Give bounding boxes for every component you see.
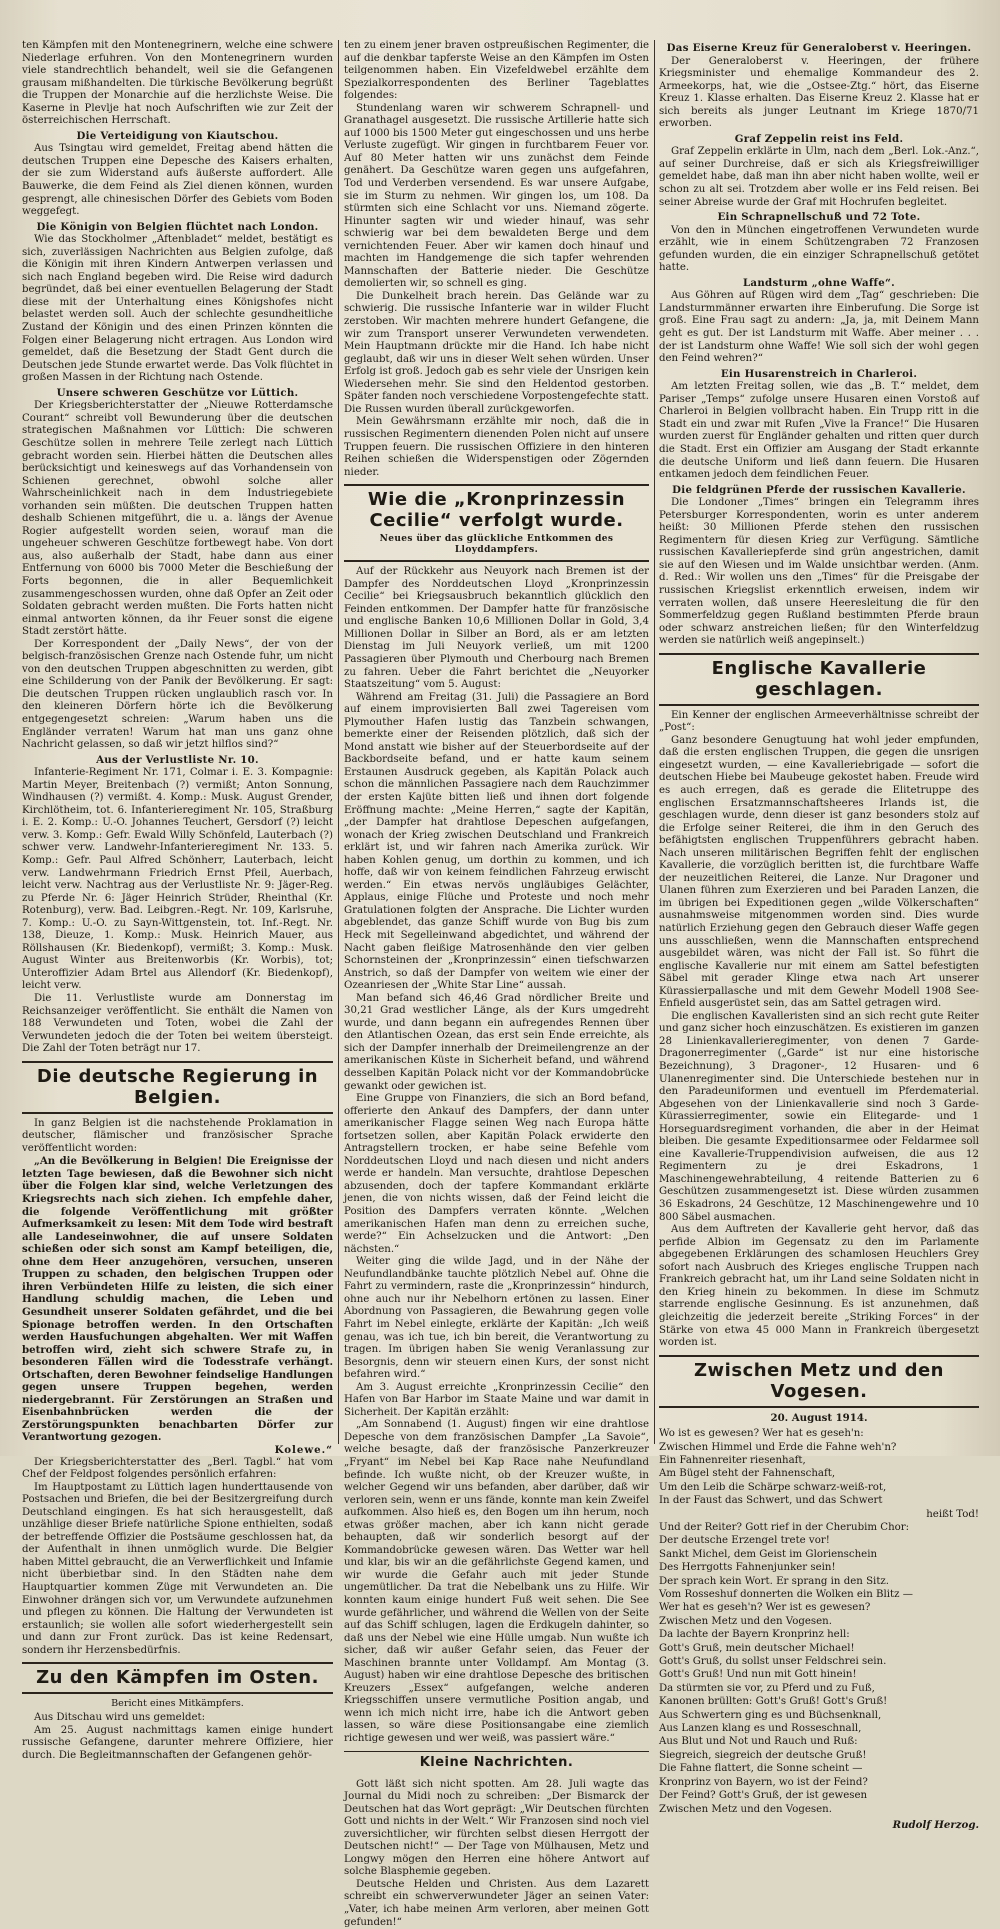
- paragraph: Man befand sich 46,46 Grad nördlicher Breite und 30,21 Grad westlicher Länge, als der Kurs umgedreht wurde, und dann begann ein aufregendes Rennen über den Atlantischen Ozean, das erst sein Ende erreichte, als sich der Dampfer innerhalb der Dreimeilengrenze an der amerikanischen Küste in Sicherheit befand, und während desselben Kapitän Polack nicht vor der Kommandobrücke gewankt oder gewichen ist.: [344, 992, 649, 1092]
- poem-line: Gott's Gruß! Und nun mit Gott hinein!: [659, 1669, 857, 1681]
- paragraph: Aus Tsingtau wird gemeldet, Freitag abend hätten die deutschen Truppen eine Depesche des Kaisers erhalten, der sie zum Widerstand aufs äußerste auffordert. Alle Bauwerke, die dem Feind als Ziel dienen können, wurden gesprengt, alle chinesischen Dörfer des Gebiets vom Boden weggefegt.: [22, 143, 333, 218]
- paragraph: Die Londoner „Times“ bringen ein Telegramm ihres Petersburger Korrespondenten, worin es unter anderem heißt: 30 Millionen Pferde stehen den russischen Regimentern für diesen Krieg zur Verfügung. Sämtliche russischen Kavalleriepferde sind grün angestrichen, damit sie auf den Wiesen und im Walde unsichtbar werden. (Anm. d. Red.: Wir wollen uns den „Times“ für die Preisgabe der russischen Kriegslist erkenntlich erweisen, indem wir verraten wollen, daß unsere Heeresleitung die für den Sommerfeldzug gegen Rußland bestimmten Pferde braun oder schwarz anstreichen ließen; für den Winterfeldzug werden sie natürlich weiß angepinselt.): [659, 497, 979, 647]
- paragraph: ten Kämpfen mit den Montenegrinern, welche eine schwere Niederlage erfuhren. Von den Montenegrinern wurden viele standrechtlich behandelt, weil sie die Gefangenen grausam mißhandelten. Die türkische Bevölkerung begrüßt die Truppen der Monarchie auf die herzlichste Weise. Die Kaserne in Plevlje hat noch Aufschriften wie zur Zeit der österreichischen Herrschaft.: [22, 40, 333, 127]
- paragraph: Weiter ging die wilde Jagd, und in der Nähe der Neufundlandbänke tauchte plötzlich Nebel auf. Ohne die Fahrt zu vermindern, raste die „Kronprinzessin“ hindurch, ohne auch nur ihr Nebelhorn ertönen zu lassen. Einer Abordnung von Passagieren, die Bewahrung gegen volle Fahrt im Nebel einlegte, erklärte der Kapitän: „Ich weiß genau, was ich tue, ich bin bereit, die Verantwortung zu tragen. Im übrigen haben Sie wenig Veranlassung zur Besorgnis, denn wir steuern einen Kurs, der sonst nicht befahren wird.“: [344, 1256, 649, 1381]
- subheading: Bericht eines Mitkämpfers.: [111, 1698, 244, 1710]
- paragraph: Mein Gewährsmann erzählte mir noch, daß die in russischen Regimentern dienenden Polen nicht auf unsere Truppen feuern. Die russischen Offiziere in den hinteren Reihen schießen die Widerspenstigen oder Zögernden nieder.: [344, 416, 649, 478]
- column-3: [659, 40, 979, 1831]
- poem-line: Um den Leib die Schärpe schwarz-weiß-rot,: [659, 1481, 887, 1493]
- headline: Englische Kavallerie geschlagen.: [711, 657, 927, 700]
- paragraph: Am 25. August nachmittags kamen einige hundert russische Gefangene, darunter mehrere Offiziere, hier durch. Die Begleitmannschaften der Gefangenen gehör-: [22, 1724, 333, 1761]
- poem-line: Aus Lanzen klang es und Rosseschnall,: [659, 1723, 862, 1735]
- paragraph: Deutsche Helden und Christen. Aus dem Lazarett schreibt ein schwerverwundeter Jäger an seinen Vater: „Vater, ich habe meinen Arm verloren, aber meinen Gott gefunden!“: [344, 1878, 649, 1928]
- headline-box: [659, 1355, 979, 1408]
- paragraph: Am letzten Freitag sollen, wie das „B. T.“ meldet, dem Pariser „Temps“ zufolge unsere Husaren einen Vorstoß auf Charleroi in Belgien vollbracht haben. Ein Trupp ritt in die Stadt ein und zwar mit Rufen „Vive la France!“ Die Husaren wurden zuerst für Engländer gehalten und ritten quer durch die Stadt. Erst ein Offizier am Ausgang der Stadt erkannte die deutsche Uniform und ließ dann feuern. Die Husaren entkamen jedoch dem feindlichen Feuer.: [659, 381, 979, 481]
- headline-box: [22, 1061, 333, 1114]
- subheading: Neues über das glückliche Entkommen des Lloyddampfers.: [379, 534, 614, 556]
- paragraph: „An die Bevölkerung in Belgien! Die Ereignisse der letzten Tage bewiesen, daß die Bewohner sich nicht über die Folgen klar sind, welche Verletzungen des Kriegsrechts nach sich ziehen. Ich empfehle daher, die folgende Veröffentlichung mit größter Aufmerksamkeit zu lesen: Mit dem Tode wird bestraft alle Landeseinwohner, die auf unsere Soldaten schießen oder sich sonst am Kampf beteiligen, die, ohne dem Heer anzugehören, versuchen, unseren Truppen zu schaden, den belgischen Truppen oder ihren Verbündeten Hilfe zu leisten, die sich einer Handlung schuldig machen, die Leben und Gesundheit unserer Soldaten gefährdet, und die bei Spionage betroffen werden. In den Ortschaften werden Hausfuchungen abgehalten. Wer mit Waffen betroffen wird, zieht sich schwere Strafe zu, in besonderen Fällen wird die Todesstrafe verhängt. Ortschaften, deren Bewohner feindselige Handlungen gegen unsere Truppen begehen, werden niedergebrannt. Für Zerstörungen an Straßen und Eisenbahnbrücken werden die der Zerstörungspunkten benachbarten Dörfer zur Verantwortung gezogen.: [22, 1155, 333, 1444]
- paragraph: Aus Ditschau wird uns gemeldet:: [34, 1712, 206, 1724]
- poem-line: Wer hat es geseh'n? Wer ist es gewesen?: [659, 1602, 871, 1614]
- poem-line: In der Faust das Schwert, und das Schwert: [659, 1495, 883, 1507]
- section-heading: Das Eiserne Kreuz für Generaloberst v. Heeringen.: [666, 42, 972, 54]
- paragraph: Am 3. August erreichte „Kronprinzessin Cecilie“ den Hafen von Bar Harbor im Staate Maine und war damit in Sicherheit. Der Kapitän erzählt:: [344, 1381, 649, 1418]
- signature: Kolewe.“: [274, 1443, 333, 1456]
- paragraph: Ganz besondere Genugtuung hat wohl jeder empfunden, daß die ersten englischen Truppen, die gegen die unsrigen eingesetzt wurden, — eine Kavalleriebrigade — sofort die deutschen Hiebe bei Maubeuge gekostet haben. Freude wird es auch erregen, daß es gerade die Elitetruppe des englischen Ersatzmannschaftsheeres Irlands ist, die geschlagen wurde, denn dieser ist ganz besonders stolz auf die Erfolge seiner Reiterei, die ihm in den Geruch des befähigtsten englischen Truppenführers gebracht haben. Nach unseren militärischen Begriffen fehlt der englischen Kavallerie, die vorzüglich beritten ist, die furchtbare Waffe der neuzeitlichen Reiterei, die Lanze. Nur Dragoner und Ulanen führen zum Exerzieren und bei Paraden Lanzen, die im übrigen bei Expeditionen gegen „wilde Völkerschaften“ ausnahmsweise mitgenommen worden sind. Dies wurde natürlich Erziehung gegen den Gebrauch dieser Waffe gegen uns ausschließen, wenn die Mannschaften entsprechend ausgebildet wären, was nicht der Fall ist. So führt die englische Kavallerie nur mit einem am Sattel befestigten Säbel mit gerader Klinge etwa nach Art unserer Kürassierpallasche und mit dem Gewehr Modell 1908 See-Enfield ausgerüstet sein, das am Sattel getragen wird.: [659, 734, 979, 1010]
- poem-line: Die Fahne flattert, die Sonne scheint —: [659, 1763, 863, 1775]
- paragraph: Graf Zeppelin erklärte in Ulm, nach dem „Berl. Lok.-Anz.“, auf seiner Durchreise, daß er sich als Kriegsfreiwilliger gemeldet habe, daß man ihn aber nicht haben wollte, weil er schon zu alt sei. Trotzdem aber wolle er ins Feld reisen. Bei seiner Abreise wurde der Graf mit Hochrufen begleitet.: [659, 146, 979, 208]
- column-rule: [338, 40, 339, 1444]
- headline: Zu den Kämpfen im Osten.: [36, 1667, 319, 1689]
- poem-line: Vom Rosseshuf donnerten die Wolken ein Blitz —: [659, 1589, 913, 1601]
- section-heading: Ein Husarenstreich in Charleroi.: [720, 367, 918, 380]
- section-heading: Die feldgrünen Pferde der russischen Kavallerie.: [672, 483, 966, 496]
- paragraph: Infanterie-Regiment Nr. 171, Colmar i. E. 3. Kompagnie: Martin Meyer, Breitenbach (?) vermißt; Anton Sonnung, Windhausen (?) vermißt. 4. Komp.: Musk. August Grender, Kirchlötheim, tot. 6. Infanterieregiment Nr. 105, Straßburg i. E. 2. Komp.: U.-O. Johannes Teuchert, Gersdorf (?) leicht verw. 3. Komp.: Gefr. Ewald Willy Schönfeld, Lauterbach (?) schwer verw. Landwehr-Infanterieregiment Nr. 133. 5. Komp.: Gefr. Paul Alfred Schönherr, Lauterbach, leicht verw. Landwehrmann Friedrich Ernst Pfeil, Auerbach, leicht verw. Nachtrag aus der Verlustliste Nr. 9: Jäger-Reg. zu Pferde Nr. 6: Jäger Heinrich Strüder, Rheinthal (Kr. Rotenburg), verw. Bad. Leibgren.-Regt. Nr. 109, Karlsruhe, 7. Komp.: U.-O. zu Sayn-Wittgenstein, tot. Inf.-Regt. Nr. 138, Dieuze, 1. Komp.: Musk. Heinrich Mauer, aus Röllshausen (Kr. Biedenkopf), vermißt; 3. Komp.: Musk. August Winter aus Breitenworbis (Kr. Worbis), tot; Unteroffizier Adam Brtel aus Allendorf (Kr. Biedenkopf), leicht verw.: [22, 767, 333, 992]
- column-1: [22, 40, 333, 1761]
- paragraph: Ein Kenner der englischen Armeeverhältnisse schreibt der „Post“:: [659, 709, 979, 734]
- paragraph: Im Hauptpostamt zu Lüttich lagen hunderttausende von Postsachen und Briefen, die bei der Besitzergreifung durch Deutschland eingingen. Es hat sich herausgestellt, daß unzählige dieser Briefe natürliche Spione enthielten, sodaß der betreffende Offizier die Postsäume geschlossen hat, da der Aufenthalt in ihnen unmöglich wurde. Die Belgier haben Mittel gebraucht, die an Verwerflichkeit und Infamie nicht überbietbar sind. In den Städten nahe dem Hauptquartier kommen Züge mit Verwundeten an. Die Einwohner drängen sich vor, um Verwundete aufzunehmen und pflegen zu können. Die Haltung der Verwundeten ist erstaunlich; sie wollen alle sofort wiederhergestellt sein und dann zur Front zurück. Das ist keine Redensart, sondern ihr Herzensbedürfnis.: [22, 1481, 333, 1656]
- poem-line: Da stürmten sie vor, zu Pferd und zu Fuß,: [659, 1682, 875, 1694]
- poem-line: Kronprinz von Bayern, wo ist der Feind?: [659, 1776, 868, 1788]
- column-2: [344, 40, 649, 1928]
- paragraph: Stundenlang waren wir schwerem Schrapnell- und Granathagel ausgesetzt. Die russische Artillerie hatte sich auf 1000 bis 1500 Meter gut eingeschossen und uns herbe Verluste zugefügt. Wir gingen in furchtbarem Feuer vor. Auf 80 Meter hatten wir uns zunächst dem Feinde genähert. Da Geschütze waren gegen uns aufgefahren, Tod und Verderben versendend. Es war unsere Aufgabe, sie im Sturm zu nehmen. Wir gingen los, um 108. Da stürmten sich eine Schlacht vor uns. Niemand zögerte. Hinunter sagten wir und wieder hinauf, was sehr schwierig war bei dem bewaldeten Berge und dem vernichtenden Feuer. Aber wir kamen doch hinauf und machten im Handgemenge die sich tapfer wehrenden Mannschaften der Batterie nieder. Die Geschütze demolierten wir, so schnell es ging.: [344, 102, 649, 290]
- poem-line: Ein Fahnenreiter riesenhaft,: [659, 1454, 806, 1466]
- poem-line: Der Feind? Gott's Gruß, der ist gewesen: [659, 1790, 868, 1802]
- poem-line: Da lachte der Bayern Kronprinz hell:: [659, 1629, 850, 1641]
- headline-box: [22, 1662, 333, 1694]
- poem-line: Zwischen Himmel und Erde die Fahne weh'n?: [659, 1441, 897, 1453]
- paragraph: „Am Sonnabend (1. August) fingen wir eine drahtlose Depesche von dem französischen Dampfer „La Savoie“, welche besagte, daß der französische Panzerkreuzer „Fryant“ im Nebel bei Kap Race nahe Neufundland befinde. Ich wußte nicht, ob der Kreuzer wußte, in welcher Gegend wir uns befanden, aber darüber, daß wir verloren sein, wenn er uns fände, konnte man kein Zweifel aufkommen. Also hieß es, den Bogen um ihn herum, noch etwas größer machen, aber ich kann nicht gerade behaupten, daß wir sonderlich besorgt auf der Kommandobrücke gewesen wären. Das Wetter war hell und klar, bis wir an die gefährlichste Gegend kamen, und wir wurde die Gefahr auch mit jeder Stunde ungemütlicher. Da trat die Nebelbank uns zu Hilfe. Wir konnten kaum einige hundert Fuß weit sehen. Die See wurde gefährlicher, und während die Wellen von der Seite auf das Schiff schlugen, lagen die Erdkugeln dahinter, so daß uns der Nebel wie eine Hülle umgab. Nun wußte ich sicher, daß wir außer Gefahr seien, das Feuer der Maschinen brannte unter Volldampf. Am Montag (3. August) haben wir eine drahtlose Depesche des britischen Kreuzers „Essex“ aufgefangen, welche anderen Kriegsschiffen unsere vermutliche Position angab, und wenn ich mich nicht irre, habe ich die Antwort geben lassen, so wäre diese Positionsangabe eine ziemlich richtige gewesen und wer weiß, was passiert wäre.“: [344, 1419, 649, 1744]
- poem-line: Aus Blut und Not und Rauch und Ruß:: [659, 1736, 858, 1748]
- paragraph: Der Generaloberst v. Heeringen, der frühere Kriegsminister und ehemalige Kommandeur des 2. Armeekorps, hat, wie die „Ostsee-Ztg.“ hört, das Eiserne Kreuz 1. Klasse erhalten. Das Eiserne Kreuz 2. Klasse hat er sich bereits als junger Leutnant im Kriege 1870/71 erworben.: [659, 55, 979, 130]
- section-heading: Unsere schweren Geschütze vor Lüttich.: [56, 386, 299, 399]
- poem-line: Gott's Gruß, du sollst unser Feldschrei sein.: [659, 1656, 887, 1668]
- section-heading: Aus der Verlustliste Nr. 10.: [96, 753, 259, 766]
- paragraph: Aus dem Auftreten der Kavallerie geht hervor, daß das perfide Albion im Gegensatz zu den im Parlamente abgegebenen Erklärungen des schamlosen Heuchlers Grey sofort nach Ausbruch des Krieges englische Truppen nach Frankreich gebracht hat, um ihr Land seine Soldaten nicht in den Krieg hinein zu bekommen. In diese im Schmutz starrende englische Gesinnung. Es ist anzunehmen, daß gleichzeitig die jederzeit bereite „Striking Forces“ in der Stärke von etwa 45 000 Mann in Frankreich übergesetzt worden ist.: [659, 1224, 979, 1349]
- headline: Kleine Nachrichten.: [419, 1754, 574, 1770]
- section-heading: Landsturm „ohne Waffe“.: [742, 276, 896, 289]
- column-rule: [654, 40, 655, 1444]
- section-heading: Ein Schrapnellschuß und 72 Tote.: [717, 211, 921, 224]
- paragraph: Der Kriegsberichterstatter des „Berl. Tagbl.“ hat vom Chef der Feldpost folgendes persönlich erfahren:: [22, 1456, 333, 1481]
- paragraph: Der Kriegsberichterstatter der „Nieuwe Rotterdamsche Courant“ schreibt voll Bewunderung über die deutschen strategischen Maßnahmen vor Lüttich: Die schweren Geschütze sollen in mehrere Teile zerlegt nach Lüttich gebracht worden sein. Hierbei hätten die Deutschen alles berücksichtigt und keineswegs auf das Vorhandensein von Schienen gerechnet, obwohl solche aller Wahrscheinlichkeit nach in dem Industriegebiete vorhanden sein müßten. Die deutschen Truppen hatten deshalb Schienen mitgeführt, die u. a. längs der Avenue Rogier aufgestellt worden seien, worauf man die ungeheuer schweren Geschütze fortbewegt habe. Von dort aus, also außerhalb der Stadt, habe dann aus einer Entfernung von 6000 bis 7000 Meter die Beschießung der Forts begonnen, die in aller Bequemlichkeit zusammengeschossen wurden, ohne daß Opfer an Zeit oder Soldaten gebracht werden mußten. Die Forts hatten nicht einmal antworten können, da ihr Feuer sonst die eigene Stadt zerstört hätte.: [22, 400, 333, 638]
- headline-box: [344, 1751, 649, 1775]
- poem-line: heißt Tod!: [926, 1508, 979, 1520]
- paragraph: Gott läßt sich nicht spotten. Am 28. Juli wagte das Journal du Midi noch zu schreiben: „Der Bismarck der Deutschen hat das Wort geprägt: „Wir Deutschen fürchten Gott und nichts in der Welt.“ Wir Franzosen sind noch viel zuversichtlicher, wir fürchten selbst diesen Herrgott der Deutschen nicht!“ — Der Tage von Mülhausen, Metz und Longwy mögen den Herren eine höhere Antwort auf solche Blasphemie gegeben.: [344, 1778, 649, 1878]
- paragraph: Auf der Rückkehr aus Neuyork nach Bremen ist der Dampfer des Norddeutschen Lloyd „Kronprinzessin Cecilie“ bei Kriegsausbruch bekanntlich glücklich den Feinden entkommen. Der Dampfer hatte für französische und englische Banken 10,6 Millionen Dollar in Gold, 3,4 Millionen Dollar in Silber an Bord, als er am letzten Dienstag im Juli Neuyork verließ, um mit 1200 Passagieren über Plymouth und Cherbourg nach Bremen zu fahren. Ueber die Fahrt berichtet die „Neuyorker Staatszeitung“ vom 5. August:: [344, 566, 649, 691]
- poem-author: Rudolf Herzog.: [892, 1818, 979, 1831]
- poem-date: 20. August 1914.: [770, 1411, 868, 1424]
- headline-box: [344, 484, 649, 562]
- paragraph: Eine Gruppe von Finanziers, die sich an Bord befand, offerierte den Ankauf des Dampfers, der dann unter amerikanischer Flagge seinen Weg nach Europa hätte fortsetzen sollen, aber Kapitän Polack erwiderte den Antragstellern trocken, er habe seine Befehle vom Norddeutschen Lloyd und nach diesen und nicht anders werde er handeln. Man versuchte, drahtlose Depeschen abzusenden, doch der tapfere Kommandant erklärte jenen, die von nichts wissen, daß der Feind leicht die Position des Dampfers verraten könnte. „Welchen amerikanischen Hafen man denn zu erreichen suche, werde?“ Ein Achselzucken und die Antwort: „Den nächsten.“: [344, 1093, 649, 1255]
- headline-box: [659, 653, 979, 706]
- paragraph: Wie das Stockholmer „Aftenbladet“ meldet, bestätigt es sich, zuverlässigen Nachrichten aus Belgien zufolge, daß die Königin mit ihren Kindern Antwerpen verlassen und sich nach England begeben wird. Die Reise wird dadurch begründet, daß bei einer eventuellen Belagerung der Stadt diese mit der Unterhaltung eines Königshofes nicht belastet werden soll. Auch der schlechte gesundheitliche Zustand der Königin und des einen Prinzen könnten die Folgen einer Belagerung nicht ertragen. Aus London wird gemeldet, daß die Besetzung der Stadt Gent durch die Deutschen jede Stunde erwartet werde. Das Volk flüchtet in großen Massen in der Richtung nach Ostende.: [22, 234, 333, 384]
- poem-line: Der deutsche Erzengel trete vor!: [659, 1535, 830, 1547]
- poem: [659, 1427, 979, 1816]
- headline: Die deutsche Regierung in Belgien.: [36, 1065, 319, 1108]
- headline: Zwischen Metz und den Vogesen.: [694, 1359, 944, 1402]
- paragraph: Während am Freitag (31. Juli) die Passagiere an Bord auf einem improvisierten Ball zwei Tagereisen vom Plymouther Hafen lustig das Tanzbein schwangen, bemerkte einer der Reisenden plötzlich, daß sich der Mond anstatt wie bisher auf der Steuerbordseite auf der Backbordseite befand, und er hatte kaum seinem Erstaunen Ausdruck gegeben, als Kapitän Polack auch schon die männlichen Passagiere nach dem Rauchzimmer der ersten Kajüte bitten ließ und ihnen dort folgende Eröffnung machte: „Meine Herren,“ sagte der Kapitän, „der Dampfer hat drahtlose Depeschen aufgefangen, wonach der Krieg zwischen Deutschland und Frankreich erklärt ist, und wir fahren nach Amerika zurück. Wir haben Kohlen genug, um dorthin zu kommen, und ich hoffe, daß wir von keinem feindlichen Fahrzeug erwischt werden.“ Ein etwas nervös ungläubiges Gelächter, Applaus, einige Flüche und Proteste und noch mehr Gratulationen folgten der Ansprache. Die Lichter wurden abgeblendet, das ganze Schiff wurde von Bug bis zum Heck mit Segelleinwand abgedichtet, und während der Nacht gaben fleißige Matrosenhände den vier gelben Schornsteinen der „Kronprinzessin“ einen tiefschwarzen Anstrich, so daß der Dampfer von weitem wie einer der Ozeanriesen der „White Star Line“ aussah.: [344, 691, 649, 992]
- poem-line: Am Bügel steht der Fahnenschaft,: [659, 1468, 836, 1480]
- section-heading: Graf Zeppelin reist ins Feld.: [734, 132, 904, 145]
- poem-line: Des Herrgotts Fahnenjunker sein!: [659, 1562, 836, 1574]
- poem-line: Der sprach kein Wort. Er sprang in den Sitz.: [659, 1575, 890, 1587]
- section-heading: Die Verteidigung von Kiautschou.: [76, 129, 279, 142]
- paragraph: Die englischen Kavalleristen sind an sich recht gute Reiter und ganz sicher hoch einzuschätzen. Es existieren im ganzen 28 Linienkavallerieregimenter, von denen 7 Garde-Dragonerregimenter („Garde“ ist nur eine historische Bezeichnung), 3 Dragoner-, 12 Husaren- und 6 Ulanenregimenter sind. Die Unterschiede bestehen nur in den Paradeuniformen und eventuell im Pferdematerial. Abgesehen von der Linienkavallerie sind noch 3 Garde-Kürassierregimenter, sowie ein Elitegarde- und 1 Horseguardsregiment vorhanden, die aber in der Heimat bleiben. Die gesamte Expeditionsarmee oder Feldarmee soll eine Kavallerie-Truppendivision aufweisen, die aus 12 Regimentern zu je drei Eskadrons, 1 Maschinengewehrabteilung, 4 reitende Batterien zu 6 Geschützen zusammengesetzt ist. Diese würden zusammen 36 Eskadrons, 24 Geschütze, 12 Maschinengewehre und 10 800 Säbel ausmachen.: [659, 1010, 979, 1223]
- poem-line: Wo ist es gewesen? Wer hat es geseh'n:: [659, 1428, 864, 1440]
- poem-line: Zwischen Metz und den Vogesen.: [659, 1615, 832, 1627]
- paragraph: Der Korrespondent der „Daily News“, der von der belgisch-französischen Grenze nach Ostende fuhr, um nicht von den deutschen Truppen abgeschnitten zu werden, gibt eine Schilderung von der Panik der Bevölkerung. Er sagt: Die deutschen Truppen rücken unglaublich rasch vor. In den kleineren Dörfern hörte ich die Bevölkerung entgegengesetzt schreien: „Warum haben uns die Engländer verraten! Warum hat man uns ganz ohne Nachricht gelassen, so daß wir jetzt hilflos sind?“: [22, 638, 333, 751]
- poem-line: Kanonen brüllten: Gott's Gruß! Gott's Gruß!: [659, 1696, 888, 1708]
- section-heading: Die Königin von Belgien flüchtet nach London.: [36, 220, 319, 233]
- paragraph: Von den in München eingetroffenen Verwundeten wurde erzählt, wie in einem Schützengraben 72 Franzosen gefunden wurden, die ein einziger Schrapnellschuß getötet hatte.: [659, 224, 979, 274]
- paragraph: ten zu einem jener braven ostpreußischen Regimenter, die auf die denkbar tapferste Weise an den Kämpfen im Osten teilgenommen haben. Ein Vizefeldwebel erzählte dem Spezialkorrespondenten des Berliner Tageblattes folgendes:: [344, 40, 649, 102]
- poem-line: Und der Reiter? Gott rief in der Cherubim Chor:: [659, 1521, 910, 1533]
- poem-line: Aus Schwertern ging es und Büchsenknall,: [659, 1709, 882, 1721]
- paragraph: Die 11. Verlustliste wurde am Donnerstag im Reichsanzeiger veröffentlicht. Sie enthält die Namen von 188 Verwundeten und Toten, wobei die Zahl der Verwundeten jedoch die der Toten bei weitem übersteigt. Die Zahl der Toten beträgt nur 17.: [22, 993, 333, 1055]
- poem-line: Siegreich, siegreich der deutsche Gruß!: [659, 1749, 867, 1761]
- poem-line: Sankt Michel, dem Geist im Glorienschein: [659, 1548, 878, 1560]
- paragraph: In ganz Belgien ist die nachstehende Proklamation in deutscher, flämischer und französischer Sprache veröffentlicht worden:: [22, 1117, 333, 1154]
- headline: Wie die „Kronprinzessin Cecilie“ verfolgt wurde.: [367, 489, 626, 532]
- paragraph: Aus Göhren auf Rügen wird dem „Tag“ geschrieben: Die Landsturmmänner erwarten ihre Einberufung. Die Sorge ist groß. Eine Frau sagt zu andern: „Ja, ja, mit Deinem Mann geht es gut. Der ist Landsturm mit Waffe. Aber meiner . . . der ist Landsturm ohne Waffe! Wie soll sich der wohl gegen den Feind wehren?“: [659, 290, 979, 365]
- poem-line: Zwischen Metz und den Vogesen.: [659, 1803, 832, 1815]
- poem-line: Gott's Gruß, mein deutscher Michael!: [659, 1642, 855, 1654]
- paragraph: Die Dunkelheit brach herein. Das Gelände war zu schwierig. Die russische Infanterie war in wilder Flucht zerstoben. Wir machten mehrere hundert Gefangene, die wir zum Transport unserer Verwundeten verwendeten. Mein Hauptmann drückte mir die Hand. Ich habe nicht geglaubt, daß wir uns in dieser Welt sehen würden. Unser Erfolg ist groß. Jedoch gab es sehr viele der Unsrigen kein Wiedersehen mehr. Sie sind den Heldentod gestorben. Später fanden noch verschiedene Vorpostengefechte statt. Die Russen wurden überall zurückgeworfen.: [344, 290, 649, 415]
